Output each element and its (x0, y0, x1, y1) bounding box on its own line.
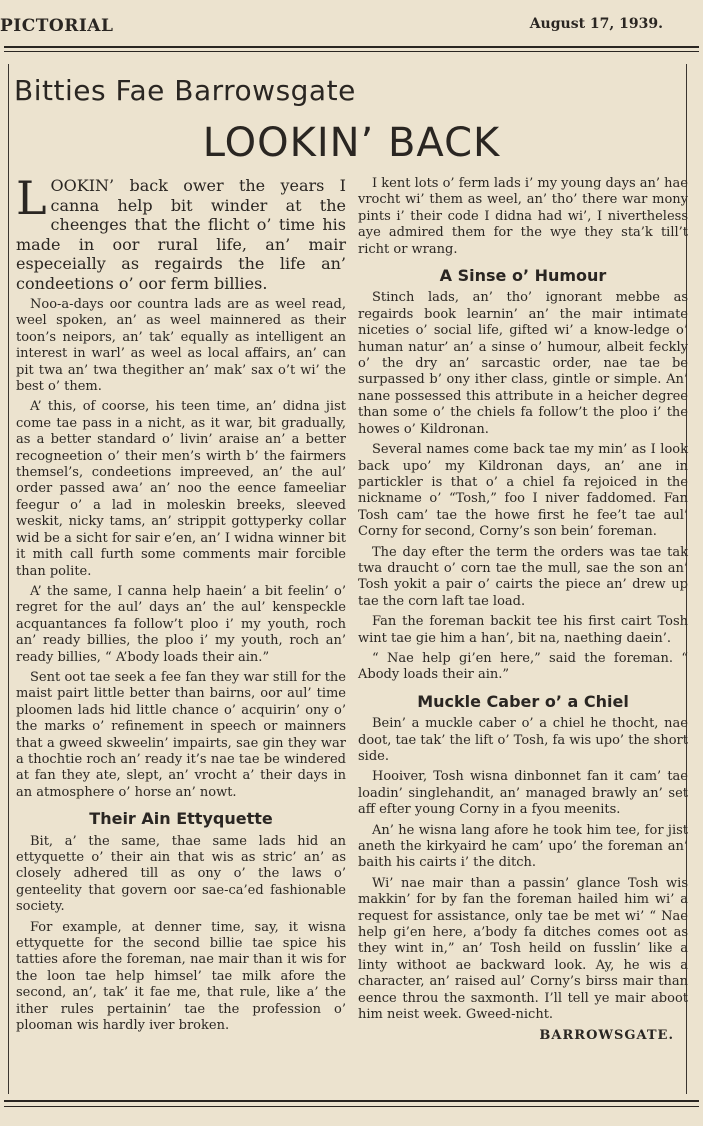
paragraph: Bit, a’ the same, thae same lads hid an ettyquette o’ their ain that wis as stric’ an’ as closely adhered till as ony o’ the laws o’ genteelity that govern oor sae-ca’ed fashionable society. (16, 833, 346, 915)
series-title: Bitties Fae Barrowsgate (14, 74, 356, 107)
bottom-rule (4, 1100, 699, 1102)
paragraph: Wi’ nae mair than a passin’ glance Tosh wis makkin’ for by fan the foreman hailed him wi’ a request for assistance, only tae be met wi’ “ Nae help gi’en here, a’body fa ditches comes oot as they wint in,” an’ Tosh heild on fusslin’ like a linty withoot ae backward look. Ay, he wis a character, an’ raised aul’ Corny’s birss mair than eence throu the saxmonth. I’ll tell ye mair aboot him neist week. Gweed-nicht. (358, 875, 688, 1023)
paragraph: Hooiver, Tosh wisna dinbonnet fan it cam’ tae loadin’ singlehandit, an’ managed brawly an’ set aff efter young Corny in a fyou meenits. (358, 769, 688, 818)
paragraph: I kent lots o’ ferm lads i’ my young days an’ hae vrocht wi’ them as weel, an’ tho’ there war mony pints i’ their code I didna had wi’, I nivertheless aye admired them for the wye they sta’k till’t richt or wrang. (358, 176, 688, 257)
lead-text: OOKIN’ back ower the years I canna help bit winder at the cheenges that the flicht o’ time his made in oor rural life, an’ mair especeially as regairds the life an’ condeetions o’ oor ferm billies. (16, 176, 346, 293)
top-rule-thin (4, 51, 699, 52)
paragraph: Noo-a-days oor countra lads are as weel read, weel spoken, an’ as weel mainnered as their toon’s neipors, an’ tak’ equally as intelligent an interest in warl’ as weel as local affairs, an’ can pit twa an’ twa thegither an’ mak’ sax o’t wi’ the best o’ them. (16, 297, 346, 395)
masthead (0, 0, 703, 44)
paragraph: Bein’ a muckle caber o’ a chiel he thocht, nae doot, tae tak’ the lift o’ Tosh, fa wis upo’ the short side. (358, 716, 688, 764)
paragraph: A’ this, of coorse, his teen time, an’ didna jist come tae pass in a nicht, as it war, bit gradually, as a better standard o’ livin’ araise an’ a better recogneetion o’ their men’s wirth b’ the fairmers themsel’s, condeetions impreeved, an’ the aul’ order passed awa’ an’ noo the eence fameeliar feegur o’ a lad in moleskin breeks, sleeved weskit, nicky tams, an’ strippit gottyperky collar wid be a sicht for sair e’en, an’ I widna winner bit it mith call furth some comments mair forcible than polite. (16, 399, 346, 579)
paragraph: For example, at denner time, say, it wisna ettyquette for the second billie tae spice his tatties afore the foreman, nae mair than it wis for the loon tae help himsel’ tae milk afore the second, an’, tak’ it fae me, that rule, like a’ the ither rules pertainin’ tae the profession o’ plooman wis hardly iver broken. (16, 919, 346, 1034)
top-rule (4, 46, 699, 48)
paragraph: Fan the foreman backit tee his first cairt Tosh wint tae gie him a han’, bit na, naething daein’. (358, 614, 688, 646)
paragraph: “ Nae help gi’en here,” said the foreman. “ Abody loads their ain.” (358, 650, 688, 683)
drop-cap: L (16, 171, 47, 225)
issue-date: August 17, 1939. (529, 16, 663, 32)
paragraph: A’ the same, I canna help haein’ a bit feelin’ o’ regret for the aul’ days an’ the aul’ kenspeckle acquantances fa follow’t ploo i’ my youth, roch an’ ready billies, the ploo i’ my youth, roch an’ ready billies, “ A’body loads their ain.” (16, 583, 346, 665)
paragraph: An’ he wisna lang afore he took him tee, for jist aneth the kirkyaird he cam’ upo’ the foreman an’ baith his cairts i’ the ditch. (358, 822, 688, 871)
publication-name: PICTORIAL (0, 16, 114, 36)
headline: LOOKIN’ BACK (202, 120, 501, 166)
subheading: Muckle Caber o’ a Chiel (417, 691, 629, 711)
paragraph: The day efter the term the orders was tae tak twa draucht o’ corn tae the mull, sae the son an’ Tosh yokit a pair o’ cairts the piece an’ drew up tae the corn laft tae load. (358, 544, 688, 609)
paragraph: Several names come back tae my min’ as I look back upo’ my Kildronan days, an’ ane in partickler is that o’ a chiel fa rejoiced in the nickname o’ “Tosh,” foo I niver faddomed. Fan Tosh cam’ tae the howe first he fee’t tae aul’ Corny for second, Corny’s son bein’ foreman. (358, 442, 688, 540)
subheading: A Sinse o’ Humour (439, 266, 607, 286)
right-column (358, 176, 688, 1044)
author-signature: BARROWSGATE. (539, 1027, 674, 1043)
paragraph: Stinch lads, an’ tho’ ignorant mebbe as regairds book learnin’ an’ the mair intimate niceties o’ social life, gifted wi’ a know-ledge o’ human natur’ an’ a sinse o’ humour, albeit feckly o’ the dry an’ sarcastic order, nae tae be surpassed b’ ony ither class, gintle or simple. An’ nane possessed this attribute in a heicher degree than some o’ the chiels fa follow’t the ploo i’ the howes o’ Kildronan. (358, 290, 688, 437)
left-column (16, 171, 346, 1038)
paragraph: Sent oot tae seek a fee fan they war still for the maist pairt little better than bairns, oor aul’ time ploomen lads hid little chance o’ acquirin’ ony o’ the marks o’ refinement in speech or mainners that a gweed skweelin’ impairts, sae gin they war a thochtie roch an’ ready it’s nae tae be windered at fan they ate, slept, an’ vrocht a’ their days in an atmosphere o’ horse an’ nowt. (16, 669, 346, 800)
bottom-rule-thin (4, 1106, 699, 1107)
subheading: Their Ain Ettyquette (89, 809, 273, 829)
lead-paragraph (16, 171, 346, 293)
